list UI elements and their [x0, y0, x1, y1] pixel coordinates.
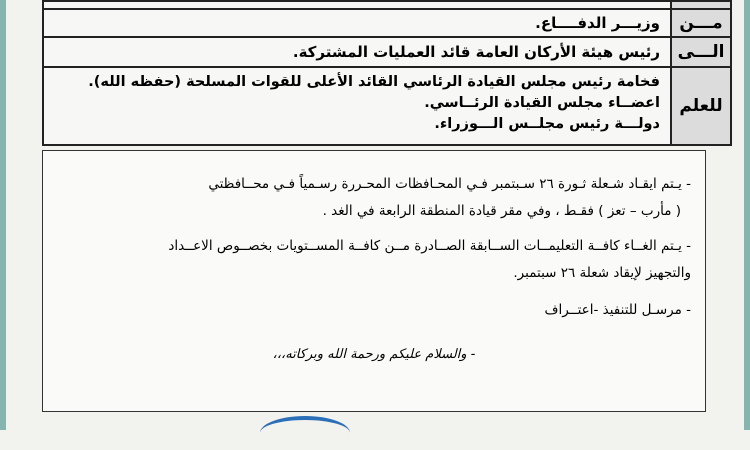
paragraph-1	[57, 171, 691, 225]
to-value: رئيس هيئة الأركان العامة قائد العمليات المشتركة.	[292, 43, 660, 61]
memo-body	[42, 150, 706, 412]
cc-row	[44, 68, 730, 144]
paragraph-3-line: - مرسـل للتنفيذ -اعتــراف	[544, 302, 691, 318]
cc-label: للعلم	[670, 68, 730, 144]
from-value: وزيـــر الدفــــاع.	[535, 14, 660, 32]
header-top-row	[44, 2, 730, 10]
right-edge-strip	[744, 0, 750, 430]
paragraph-2	[57, 233, 691, 287]
paragraph-2-line-1: - يـتم الغــاء كافــة التعليمــات الســابقة الصــادرة مــن كافــة المســتويات بخصــوص الاعــداد	[168, 238, 691, 254]
stamp-arc	[260, 416, 350, 450]
to-row	[44, 38, 730, 68]
memo-header-table	[42, 0, 732, 146]
paragraph-3	[57, 297, 691, 324]
cc-recipient: فخامة رئيس مجلس القيادة الرئاسي القائد الأعلى للقوات المسلحة (حفظه الله).	[88, 74, 660, 90]
paragraph-1-line-2: ( مأرب – تعز ) فقـط ، وفي مقر قيادة المنطقة الرابعة في الغد .	[322, 203, 681, 219]
cc-recipients	[56, 72, 660, 135]
from-label: مـــن	[670, 10, 730, 36]
cc-recipient: اعضــاء مجلس القيادة الرئــاسي.	[424, 95, 660, 111]
header-top-label	[670, 2, 730, 8]
to-label: الـــى	[670, 38, 730, 66]
left-edge-strip	[0, 0, 6, 430]
paragraph-1-line-1: - يـتم ايقـاد شـعلة ثـورة ٢٦ سـبتمبر فـي المحـافظات المحـررة رسـمياً فـي محــافظتي	[208, 176, 691, 192]
from-row	[44, 10, 730, 38]
closing-salutation: - والسلام عليكم ورحمة الله وبركاته،،،	[272, 347, 476, 362]
cc-recipient: دولـــة رئيس مجلــس الـــوزراء.	[434, 116, 660, 132]
paragraph-2-line-2: والتجهيز لإيقاد شعلة ٢٦ سبتمبر.	[513, 265, 691, 281]
